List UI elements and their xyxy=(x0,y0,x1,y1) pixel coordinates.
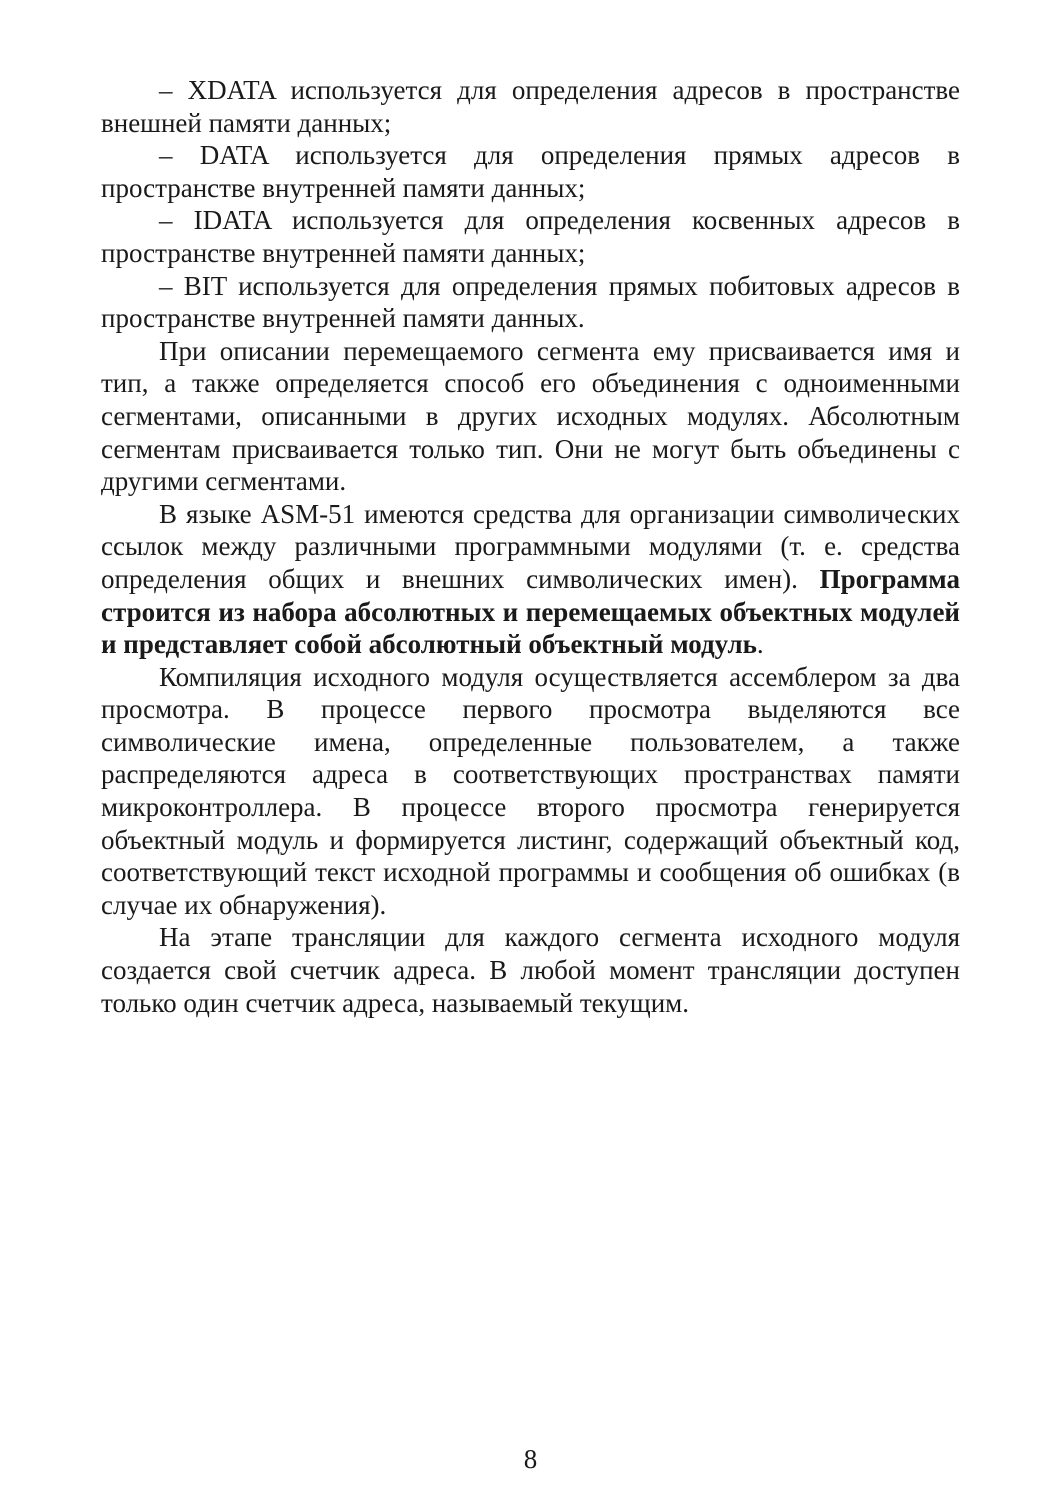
paragraph-compilation: Компиляция исходного модуля осуществляется ассемблером за два просмотра. В процессе первого просмотра выделяются все символические имена, определенные пользователем, а также распределяются адреса в соответствующих пространствах памяти микроконтроллера. В процессе второго просмотра генерируется объектный модуль и формируется листинг, содержащий объектный код, соответствующий текст исходной программы и сообщения об ошибках (в случае их обнаружения). xyxy=(101,661,960,920)
paragraph-asm51 xyxy=(101,498,960,661)
paragraph-address-counter: На этапе трансляции для каждого сегмента исходного модуля создается свой счетчик адреса. В любой момент трансляции доступен только один счетчик адреса, называемый текущим. xyxy=(101,922,960,1018)
paragraph-asm51-end: . xyxy=(756,629,764,660)
paragraph-segments: При описании перемещаемого сегмента ему присваивается имя и тип, а также определяется способ его объединения с одноименными сегментами, описанными в других исходных модулях. Абсолютным сегментам присваивается только тип. Они не могут быть объединены с другими сегментами. xyxy=(101,335,960,497)
page-number: 8 xyxy=(523,1444,538,1474)
list-item-data: – DATA используется для определения прямых адресов в пространстве внутренней памяти данных; xyxy=(101,140,960,203)
list-item-bit: – BIT используется для определения прямых побитовых адресов в пространстве внутренней памяти данных. xyxy=(101,270,960,334)
body-text xyxy=(101,74,960,1019)
list-item-idata: – IDATA используется для определения косвенных адресов в пространстве внутренней памяти данных; xyxy=(101,205,960,268)
list-item-xdata: – XDATA используется для определения адресов в пространстве внешней памяти данных; xyxy=(101,75,960,138)
paragraph-asm51-text: В языке ASM-51 имеются средства для организации символических ссылок между различными программными модулями (т. е. средства определения общих и внешних символических имен). xyxy=(101,498,960,594)
paragraph-asm51-bold: Программа строится из набора абсолютных и перемещаемых объектных модулей и представляет собой абсолютный объектный модуль xyxy=(101,563,960,660)
